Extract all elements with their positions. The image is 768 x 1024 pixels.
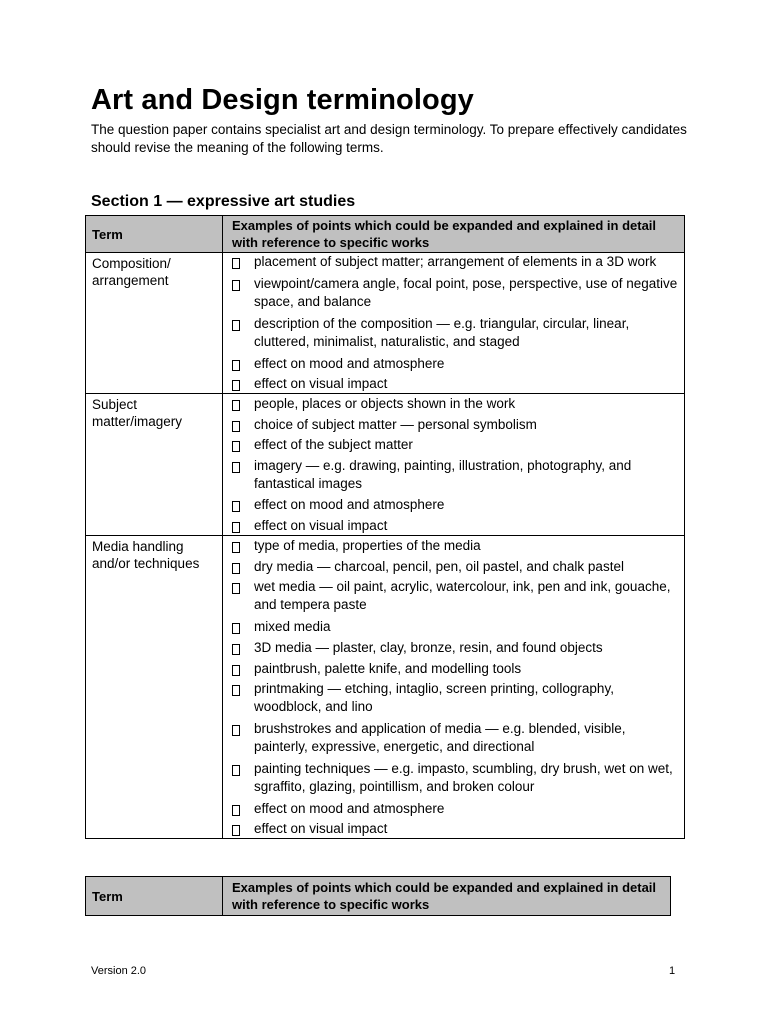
- checkbox-bullet-icon: [232, 644, 240, 655]
- list-item-text: effect on visual impact: [254, 821, 388, 836]
- list-item-text: effect on mood and atmosphere: [254, 801, 445, 816]
- checkbox-bullet-icon: [232, 542, 240, 553]
- points-list: [223, 253, 684, 393]
- list-item-text: 3D media — plaster, clay, bronze, resin, and found objects: [254, 640, 603, 655]
- list-item: [223, 436, 684, 454]
- points-cell: [223, 394, 685, 536]
- terminology-table: [85, 215, 685, 839]
- list-item-text: brushstrokes and application of media — e.g. blended, visible, painterly, expressive, energetic, and directional: [254, 721, 626, 754]
- intro-paragraph: The question paper contains specialist art and design terminology. To prepare effectively candidates should revise the meaning of the following terms.: [91, 122, 687, 155]
- points-list: [223, 537, 684, 838]
- table-header-row: [86, 877, 671, 916]
- list-item: [223, 315, 684, 351]
- checkbox-bullet-icon: [232, 685, 240, 696]
- list-item: [223, 820, 684, 838]
- list-item-text: mixed media: [254, 619, 331, 634]
- list-item: [223, 517, 684, 535]
- points-column-header: Examples of points which could be expanded and explained in detail with reference to specific works: [223, 216, 685, 253]
- list-item-text: imagery — e.g. drawing, painting, illustration, photography, and fantastical images: [254, 458, 632, 491]
- checkbox-bullet-icon: [232, 825, 240, 836]
- points-cell: [223, 253, 685, 394]
- checkbox-bullet-icon: [232, 380, 240, 391]
- list-item: [223, 375, 684, 393]
- checkbox-bullet-icon: [232, 400, 240, 411]
- checkbox-bullet-icon: [232, 462, 240, 473]
- list-item-text: painting techniques — e.g. impasto, scumbling, dry brush, wet on wet, sgraffito, glazing, pointillism, and broken colour: [254, 761, 673, 794]
- list-item-text: dry media — charcoal, pencil, pen, oil pastel, and chalk pastel: [254, 559, 624, 574]
- list-item: [223, 253, 684, 271]
- checkbox-bullet-icon: [232, 441, 240, 452]
- list-item-text: effect of the subject matter: [254, 437, 413, 452]
- checkbox-bullet-icon: [232, 501, 240, 512]
- section-title: Section 1 — expressive art studies: [91, 193, 356, 210]
- list-item: [223, 416, 684, 434]
- checkbox-bullet-icon: [232, 623, 240, 634]
- list-item: [223, 537, 684, 555]
- checkbox-bullet-icon: [232, 320, 240, 331]
- list-item-text: effect on visual impact: [254, 376, 388, 391]
- checkbox-bullet-icon: [232, 725, 240, 736]
- list-item-text: effect on mood and atmosphere: [254, 497, 445, 512]
- checkbox-bullet-icon: [232, 360, 240, 371]
- list-item: [223, 639, 684, 657]
- term-cell: Media handling and/or techniques: [86, 536, 223, 839]
- checkbox-bullet-icon: [232, 583, 240, 594]
- list-item: [223, 660, 684, 678]
- term-column-header: Term: [86, 216, 223, 253]
- list-item-text: choice of subject matter — personal symbolism: [254, 417, 537, 432]
- term-cell: Composition/ arrangement: [86, 253, 223, 394]
- list-item: [223, 578, 684, 614]
- table-row: [86, 394, 685, 536]
- table-row: [86, 253, 685, 394]
- list-item-text: effect on mood and atmosphere: [254, 356, 445, 371]
- list-item-text: viewpoint/camera angle, focal point, pose, perspective, use of negative space, and balance: [254, 276, 678, 309]
- checkbox-bullet-icon: [232, 421, 240, 432]
- checkbox-bullet-icon: [232, 563, 240, 574]
- checkbox-bullet-icon: [232, 258, 240, 269]
- term-column-header: Term: [86, 877, 223, 916]
- list-item-text: effect on visual impact: [254, 518, 388, 533]
- checkbox-bullet-icon: [232, 805, 240, 816]
- list-item: [223, 395, 684, 413]
- table-header-row: [86, 216, 685, 253]
- list-item: [223, 496, 684, 514]
- checkbox-bullet-icon: [232, 522, 240, 533]
- list-item: [223, 355, 684, 373]
- table-body: [86, 253, 685, 839]
- page-title: Art and Design terminology: [91, 84, 474, 116]
- list-item: [223, 275, 684, 311]
- footer-page-number: 1: [669, 965, 676, 977]
- list-item: [223, 720, 684, 756]
- list-item-text: wet media — oil paint, acrylic, watercolour, ink, pen and ink, gouache, and tempera paste: [254, 579, 671, 612]
- list-item: [223, 760, 684, 796]
- list-item: [223, 680, 684, 716]
- table-row: [86, 536, 685, 839]
- list-item: [223, 457, 684, 493]
- list-item: [223, 558, 684, 576]
- points-list: [223, 395, 684, 535]
- list-item: [223, 800, 684, 818]
- list-item-text: type of media, properties of the media: [254, 538, 481, 553]
- list-item-text: placement of subject matter; arrangement of elements in a 3D work: [254, 254, 657, 269]
- term-cell: Subject matter/imagery: [86, 394, 223, 536]
- continuation-table-header: [85, 876, 671, 916]
- list-item-text: printmaking — etching, intaglio, screen printing, collography, woodblock, and lino: [254, 681, 614, 714]
- checkbox-bullet-icon: [232, 665, 240, 676]
- list-item-text: paintbrush, palette knife, and modelling tools: [254, 661, 522, 676]
- list-item: [223, 618, 684, 636]
- checkbox-bullet-icon: [232, 765, 240, 776]
- points-cell: [223, 536, 685, 839]
- points-column-header: Examples of points which could be expanded and explained in detail with reference to specific works: [223, 877, 671, 916]
- footer-version: Version 2.0: [91, 965, 147, 977]
- list-item-text: people, places or objects shown in the work: [254, 396, 516, 411]
- checkbox-bullet-icon: [232, 280, 240, 291]
- list-item-text: description of the composition — e.g. triangular, circular, linear, cluttered, minimalist, naturalistic, and staged: [254, 316, 630, 349]
